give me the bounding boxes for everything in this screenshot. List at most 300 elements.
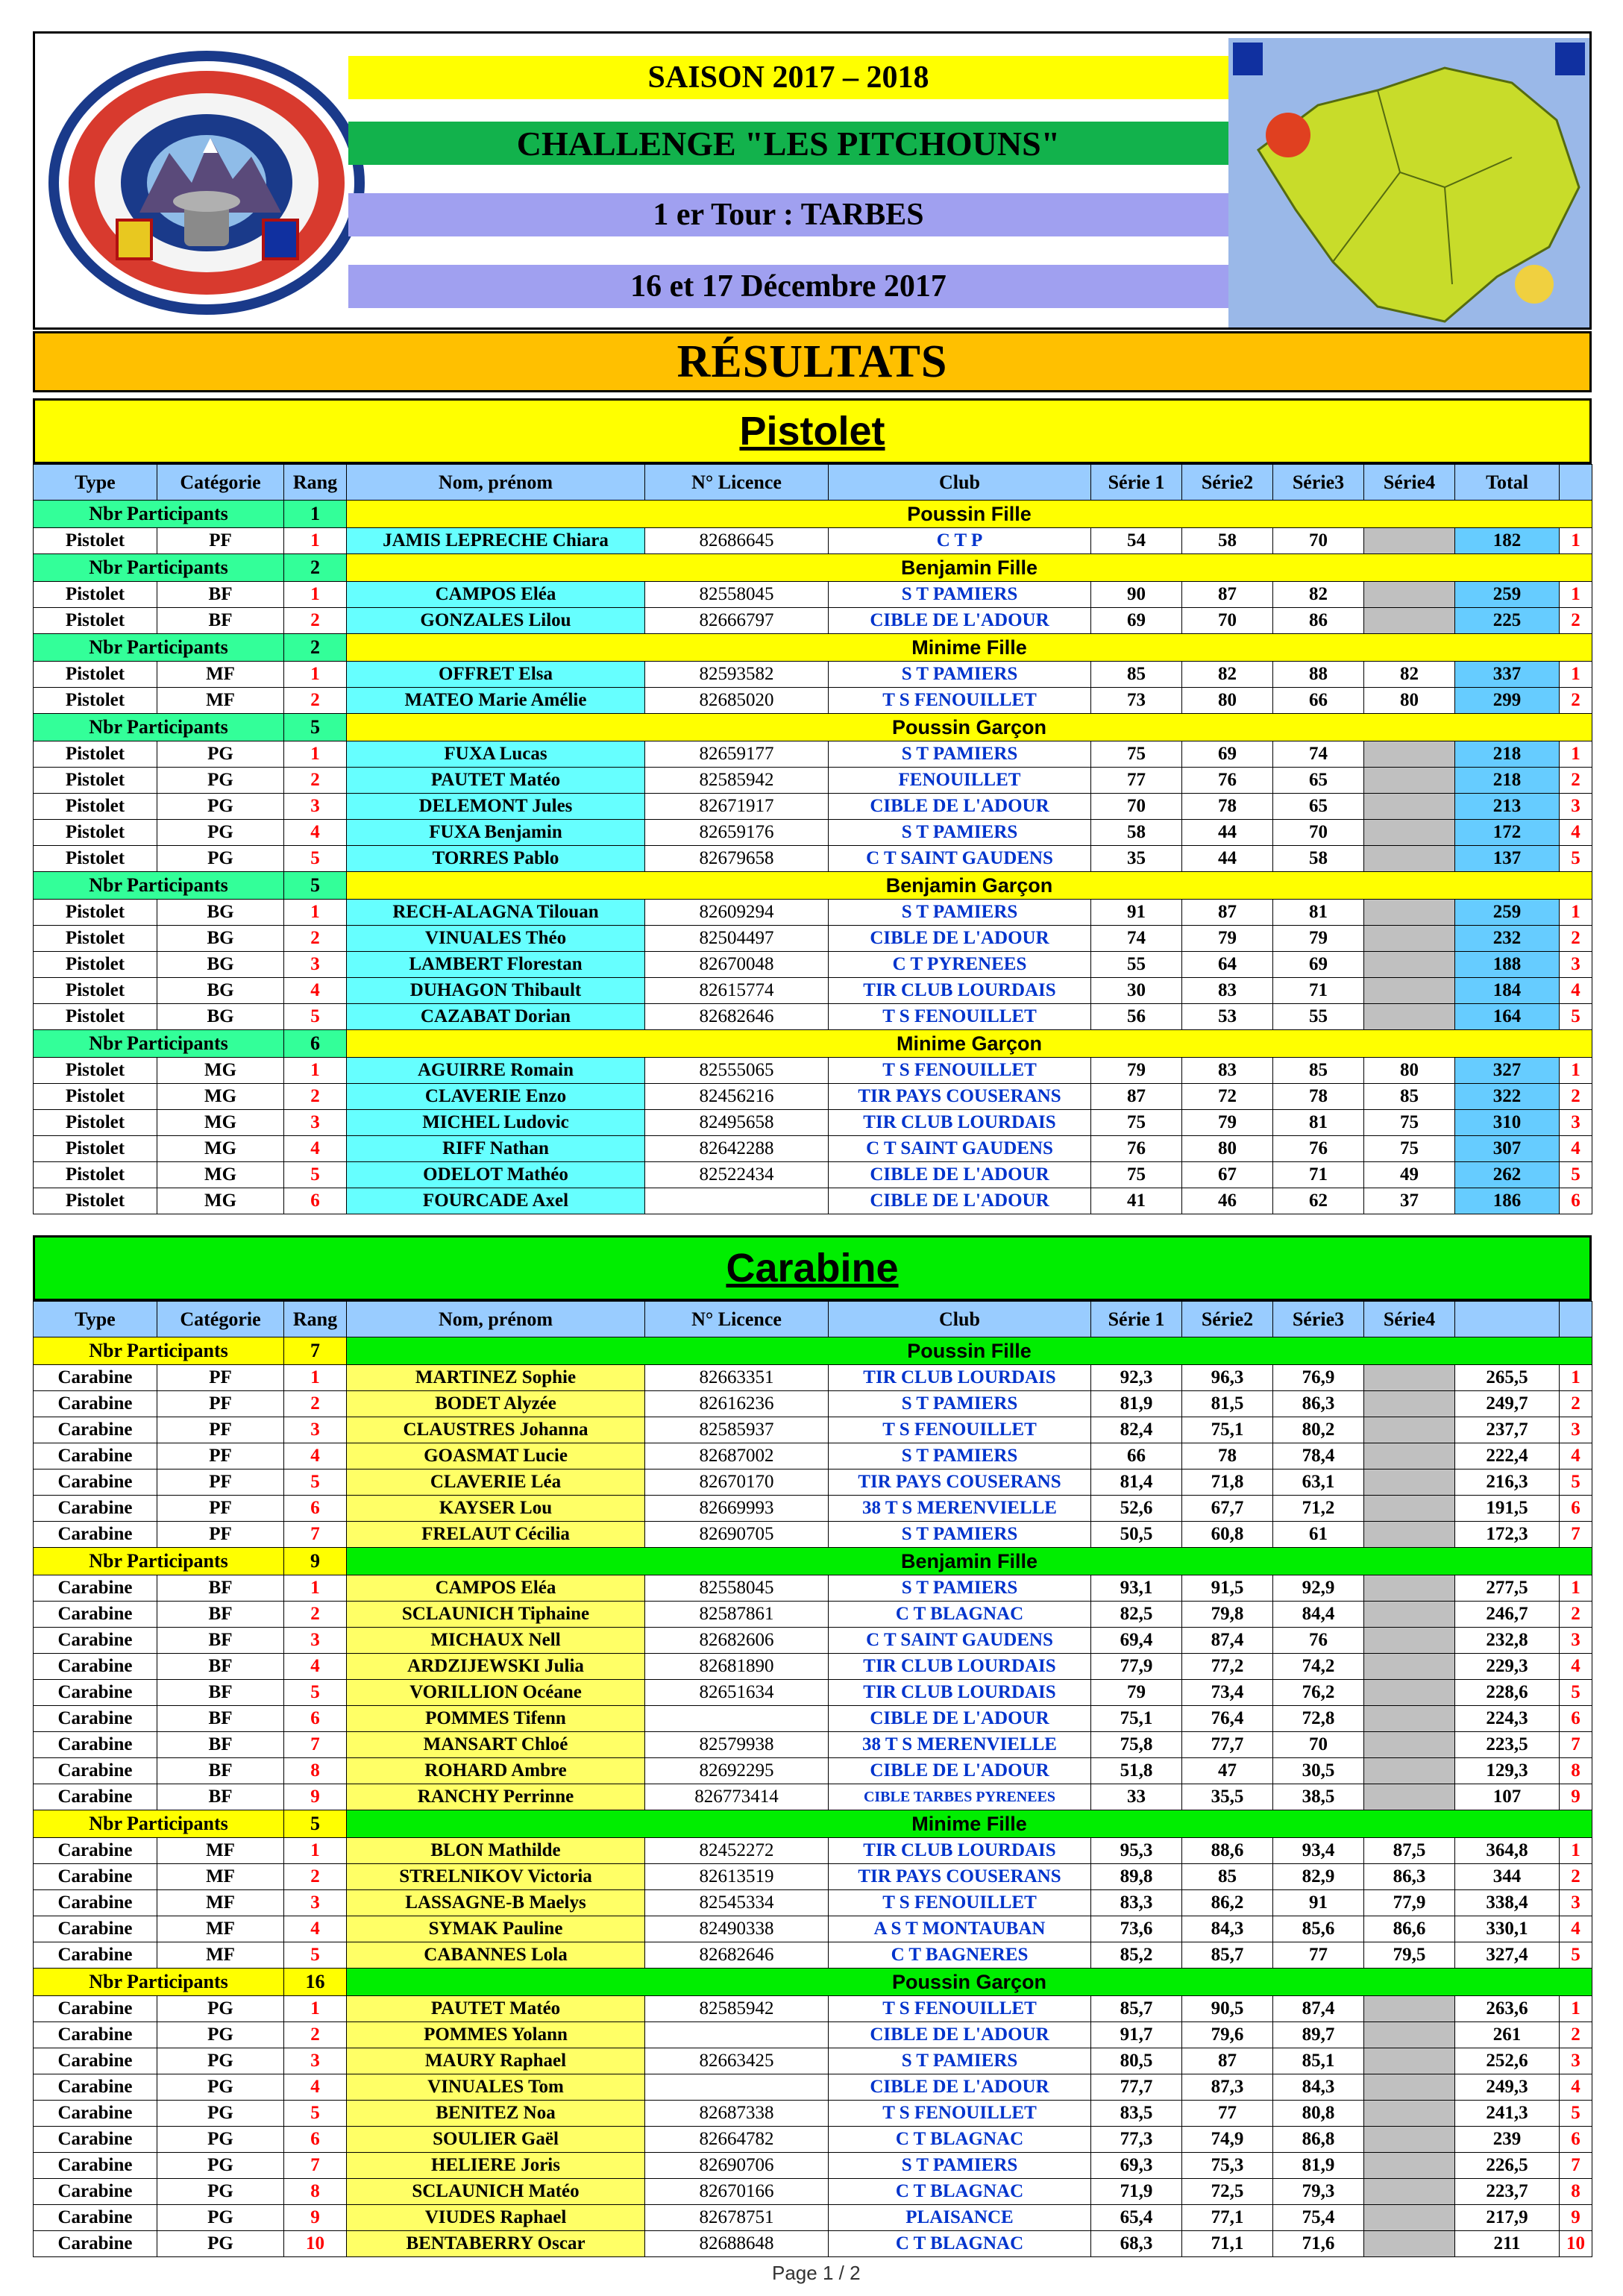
serie4-cell bbox=[1364, 926, 1455, 952]
total-cell: 218 bbox=[1455, 768, 1560, 794]
club-cell: TIR CLUB LOURDAIS bbox=[829, 1680, 1091, 1706]
serie3-cell: 76 bbox=[1273, 1628, 1364, 1654]
serie2-cell: 47 bbox=[1182, 1758, 1273, 1784]
serie4-cell bbox=[1364, 1365, 1455, 1391]
table-row bbox=[34, 1188, 1592, 1214]
serie2-cell: 83 bbox=[1182, 978, 1273, 1004]
table-row bbox=[34, 1942, 1592, 1969]
nom-cell: GOASMAT Lucie bbox=[347, 1443, 645, 1469]
resultats-title: RÉSULTATS bbox=[33, 331, 1592, 392]
table-row bbox=[34, 1654, 1592, 1680]
nom-cell: PAUTET Matéo bbox=[347, 1996, 645, 2022]
table-row bbox=[34, 1706, 1592, 1732]
categorie-cell: MG bbox=[157, 1084, 284, 1110]
categorie-cell: BF bbox=[157, 1732, 284, 1758]
rang-cell: 1 bbox=[284, 1575, 347, 1602]
serie4-cell bbox=[1364, 741, 1455, 768]
type-cell: Carabine bbox=[34, 1654, 157, 1680]
rang-cell: 4 bbox=[284, 1654, 347, 1680]
club-cell: C T BLAGNAC bbox=[829, 2231, 1091, 2257]
categorie-cell: MF bbox=[157, 1942, 284, 1969]
col-serie1: Série 1 bbox=[1091, 465, 1182, 501]
serie2-cell: 79 bbox=[1182, 926, 1273, 952]
serie3-cell: 62 bbox=[1273, 1188, 1364, 1214]
group-header-row bbox=[34, 634, 1592, 662]
licence-cell: 82659177 bbox=[645, 741, 829, 768]
serie4-cell bbox=[1364, 528, 1455, 554]
group-header-row bbox=[34, 1810, 1592, 1838]
serie2-cell: 60,8 bbox=[1182, 1522, 1273, 1548]
club-cell: TIR CLUB LOURDAIS bbox=[829, 1654, 1091, 1680]
serie2-cell: 69 bbox=[1182, 741, 1273, 768]
type-cell: Carabine bbox=[34, 2074, 157, 2101]
categorie-cell: BG bbox=[157, 1004, 284, 1030]
serie4-cell bbox=[1364, 768, 1455, 794]
serie3-cell: 80,2 bbox=[1273, 1417, 1364, 1443]
serie2-cell: 87 bbox=[1182, 582, 1273, 608]
total-cell: 211 bbox=[1455, 2231, 1560, 2257]
region-map bbox=[1228, 38, 1589, 327]
category-heading: Poussin Garçon bbox=[347, 1969, 1592, 1996]
serie1-cell: 73,6 bbox=[1091, 1916, 1182, 1942]
nom-cell: CAZABAT Dorian bbox=[347, 1004, 645, 1030]
licence-cell: 82545334 bbox=[645, 1890, 829, 1916]
type-cell: Carabine bbox=[34, 1443, 157, 1469]
final-rank-cell: 4 bbox=[1560, 1916, 1592, 1942]
rang-cell: 6 bbox=[284, 1188, 347, 1214]
rang-cell: 4 bbox=[284, 1443, 347, 1469]
col-categorie: Catégorie bbox=[157, 465, 284, 501]
serie3-cell: 74 bbox=[1273, 741, 1364, 768]
serie2-cell: 44 bbox=[1182, 846, 1273, 872]
rang-cell: 9 bbox=[284, 2205, 347, 2231]
serie4-cell: 85 bbox=[1364, 1084, 1455, 1110]
club-cell: TIR CLUB LOURDAIS bbox=[829, 1838, 1091, 1864]
table-row bbox=[34, 1522, 1592, 1548]
table-row bbox=[34, 2205, 1592, 2231]
nbr-participants-count: 5 bbox=[284, 714, 347, 741]
table-header-row bbox=[34, 1302, 1592, 1337]
final-rank-cell: 1 bbox=[1560, 1058, 1592, 1084]
final-rank-cell: 3 bbox=[1560, 952, 1592, 978]
club-cell: TIR PAYS COUSERANS bbox=[829, 1469, 1091, 1496]
serie3-cell: 75,4 bbox=[1273, 2205, 1364, 2231]
total-cell: 299 bbox=[1455, 688, 1560, 714]
final-rank-cell: 8 bbox=[1560, 2179, 1592, 2205]
category-heading: Poussin Fille bbox=[347, 1337, 1592, 1365]
final-rank-cell: 1 bbox=[1560, 1365, 1592, 1391]
licence-cell: 82579938 bbox=[645, 1732, 829, 1758]
licence-cell: 82690706 bbox=[645, 2153, 829, 2179]
categorie-cell: PF bbox=[157, 528, 284, 554]
serie4-cell bbox=[1364, 1575, 1455, 1602]
serie2-cell: 90,5 bbox=[1182, 1996, 1273, 2022]
type-cell: Pistolet bbox=[34, 1004, 157, 1030]
nom-cell: SCLAUNICH Matéo bbox=[347, 2179, 645, 2205]
serie1-cell: 75 bbox=[1091, 1110, 1182, 1136]
licence-cell: 82669993 bbox=[645, 1496, 829, 1522]
col-serie4: Série4 bbox=[1364, 465, 1455, 501]
serie4-cell bbox=[1364, 2074, 1455, 2101]
club-cell: S T PAMIERS bbox=[829, 1522, 1091, 1548]
nom-cell: RANCHY Perrinne bbox=[347, 1784, 645, 1810]
header-banner bbox=[33, 31, 1592, 330]
categorie-cell: BG bbox=[157, 952, 284, 978]
serie2-cell: 79,8 bbox=[1182, 1602, 1273, 1628]
nbr-participants-label: Nbr Participants bbox=[34, 554, 284, 582]
licence-cell: 82659176 bbox=[645, 820, 829, 846]
table-row bbox=[34, 1443, 1592, 1469]
serie2-cell: 76,4 bbox=[1182, 1706, 1273, 1732]
rang-cell: 1 bbox=[284, 1838, 347, 1864]
total-cell: 224,3 bbox=[1455, 1706, 1560, 1732]
col-club: Club bbox=[829, 1302, 1091, 1337]
group-header-row bbox=[34, 1548, 1592, 1575]
nom-cell: LAMBERT Florestan bbox=[347, 952, 645, 978]
serie2-cell: 74,9 bbox=[1182, 2127, 1273, 2153]
licence-cell: 82642288 bbox=[645, 1136, 829, 1162]
type-cell: Carabine bbox=[34, 2153, 157, 2179]
club-cell: TIR PAYS COUSERANS bbox=[829, 1084, 1091, 1110]
club-cell: C T P bbox=[829, 528, 1091, 554]
table-row bbox=[34, 2022, 1592, 2048]
total-cell: 218 bbox=[1455, 741, 1560, 768]
final-rank-cell: 5 bbox=[1560, 1004, 1592, 1030]
serie3-cell: 82,9 bbox=[1273, 1864, 1364, 1890]
serie1-cell: 69,3 bbox=[1091, 2153, 1182, 2179]
serie3-cell: 93,4 bbox=[1273, 1838, 1364, 1864]
rang-cell: 6 bbox=[284, 1496, 347, 1522]
nbr-participants-label: Nbr Participants bbox=[34, 501, 284, 528]
rang-cell: 3 bbox=[284, 794, 347, 820]
rang-cell: 3 bbox=[284, 1110, 347, 1136]
serie3-cell: 78,4 bbox=[1273, 1443, 1364, 1469]
group-header-row bbox=[34, 1969, 1592, 1996]
nom-cell: MATEO Marie Amélie bbox=[347, 688, 645, 714]
serie1-cell: 69 bbox=[1091, 608, 1182, 634]
serie4-cell bbox=[1364, 820, 1455, 846]
group-header-row bbox=[34, 554, 1592, 582]
serie3-cell: 78 bbox=[1273, 1084, 1364, 1110]
total-cell: 322 bbox=[1455, 1084, 1560, 1110]
serie1-cell: 66 bbox=[1091, 1443, 1182, 1469]
nom-cell: TORRES Pablo bbox=[347, 846, 645, 872]
nom-cell: SCLAUNICH Tiphaine bbox=[347, 1602, 645, 1628]
table-row bbox=[34, 1136, 1592, 1162]
serie4-cell bbox=[1364, 1391, 1455, 1417]
pistolet-section-title: Pistolet bbox=[33, 398, 1592, 464]
nom-cell: VIUDES Raphael bbox=[347, 2205, 645, 2231]
date-banner: 16 et 17 Décembre 2017 bbox=[348, 265, 1228, 308]
carabine-table-body bbox=[34, 1337, 1592, 2257]
licence-cell: 82585942 bbox=[645, 768, 829, 794]
serie3-cell: 66 bbox=[1273, 688, 1364, 714]
nom-cell: RIFF Nathan bbox=[347, 1136, 645, 1162]
nbr-participants-label: Nbr Participants bbox=[34, 1337, 284, 1365]
serie4-cell bbox=[1364, 2153, 1455, 2179]
club-cell: TIR CLUB LOURDAIS bbox=[829, 1365, 1091, 1391]
nbr-participants-label: Nbr Participants bbox=[34, 634, 284, 662]
final-rank-cell: 5 bbox=[1560, 1942, 1592, 1969]
serie2-cell: 78 bbox=[1182, 1443, 1273, 1469]
serie1-cell: 83,3 bbox=[1091, 1890, 1182, 1916]
licence-cell: 82686645 bbox=[645, 528, 829, 554]
serie3-cell: 70 bbox=[1273, 528, 1364, 554]
serie2-cell: 72,5 bbox=[1182, 2179, 1273, 2205]
club-cell: CIBLE DE L'ADOUR bbox=[829, 2022, 1091, 2048]
group-header-row bbox=[34, 501, 1592, 528]
page-footer: Page 1 / 2 bbox=[772, 2262, 861, 2284]
categorie-cell: PG bbox=[157, 2022, 284, 2048]
serie1-cell: 51,8 bbox=[1091, 1758, 1182, 1784]
serie2-cell: 70 bbox=[1182, 608, 1273, 634]
col-type: Type bbox=[34, 465, 157, 501]
table-row bbox=[34, 1391, 1592, 1417]
licence-cell bbox=[645, 2074, 829, 2101]
total-cell: 338,4 bbox=[1455, 1890, 1560, 1916]
serie1-cell: 65,4 bbox=[1091, 2205, 1182, 2231]
licence-cell bbox=[645, 1706, 829, 1732]
serie1-cell: 82,4 bbox=[1091, 1417, 1182, 1443]
total-cell: 249,3 bbox=[1455, 2074, 1560, 2101]
categorie-cell: MF bbox=[157, 662, 284, 688]
serie3-cell: 84,4 bbox=[1273, 1602, 1364, 1628]
serie1-cell: 41 bbox=[1091, 1188, 1182, 1214]
table-row bbox=[34, 2048, 1592, 2074]
rang-cell: 5 bbox=[284, 2101, 347, 2127]
table-row bbox=[34, 1084, 1592, 1110]
serie1-cell: 91 bbox=[1091, 900, 1182, 926]
serie3-cell: 85,6 bbox=[1273, 1916, 1364, 1942]
type-cell: Carabine bbox=[34, 1391, 157, 1417]
col-serie4: Série4 bbox=[1364, 1302, 1455, 1337]
serie4-cell bbox=[1364, 2022, 1455, 2048]
categorie-cell: MG bbox=[157, 1188, 284, 1214]
table-row bbox=[34, 2127, 1592, 2153]
serie2-cell: 85,7 bbox=[1182, 1942, 1273, 1969]
serie3-cell: 85,1 bbox=[1273, 2048, 1364, 2074]
club-cell: CIBLE DE L'ADOUR bbox=[829, 1758, 1091, 1784]
rang-cell: 7 bbox=[284, 1522, 347, 1548]
serie3-cell: 63,1 bbox=[1273, 1469, 1364, 1496]
type-cell: Pistolet bbox=[34, 1058, 157, 1084]
serie2-cell: 75,3 bbox=[1182, 2153, 1273, 2179]
rang-cell: 1 bbox=[284, 1996, 347, 2022]
total-cell: 330,1 bbox=[1455, 1916, 1560, 1942]
rang-cell: 3 bbox=[284, 1417, 347, 1443]
serie1-cell: 33 bbox=[1091, 1784, 1182, 1810]
rang-cell: 4 bbox=[284, 2074, 347, 2101]
serie4-cell bbox=[1364, 1496, 1455, 1522]
table-row bbox=[34, 688, 1592, 714]
rang-cell: 8 bbox=[284, 2179, 347, 2205]
serie1-cell: 55 bbox=[1091, 952, 1182, 978]
serie1-cell: 91,7 bbox=[1091, 2022, 1182, 2048]
total-cell: 364,8 bbox=[1455, 1838, 1560, 1864]
nom-cell: BLON Mathilde bbox=[347, 1838, 645, 1864]
type-cell: Carabine bbox=[34, 1890, 157, 1916]
total-cell: 222,4 bbox=[1455, 1443, 1560, 1469]
serie1-cell: 95,3 bbox=[1091, 1838, 1182, 1864]
serie1-cell: 79 bbox=[1091, 1058, 1182, 1084]
serie1-cell: 81,9 bbox=[1091, 1391, 1182, 1417]
table-row bbox=[34, 900, 1592, 926]
total-cell: 246,7 bbox=[1455, 1602, 1560, 1628]
categorie-cell: BF bbox=[157, 1784, 284, 1810]
type-cell: Carabine bbox=[34, 1496, 157, 1522]
categorie-cell: BF bbox=[157, 1706, 284, 1732]
rang-cell: 7 bbox=[284, 2153, 347, 2179]
serie3-cell: 71,6 bbox=[1273, 2231, 1364, 2257]
club-cell: CIBLE DE L'ADOUR bbox=[829, 926, 1091, 952]
nom-cell: FOURCADE Axel bbox=[347, 1188, 645, 1214]
club-cell: CIBLE DE L'ADOUR bbox=[829, 1188, 1091, 1214]
categorie-cell: PG bbox=[157, 2153, 284, 2179]
rang-cell: 4 bbox=[284, 1136, 347, 1162]
table-row bbox=[34, 1758, 1592, 1784]
total-cell: 252,6 bbox=[1455, 2048, 1560, 2074]
categorie-cell: BF bbox=[157, 1602, 284, 1628]
col-licence: N° Licence bbox=[645, 1302, 829, 1337]
serie2-cell: 67,7 bbox=[1182, 1496, 1273, 1522]
serie4-cell bbox=[1364, 2101, 1455, 2127]
licence-cell: 82555065 bbox=[645, 1058, 829, 1084]
serie4-cell bbox=[1364, 1784, 1455, 1810]
categorie-cell: BF bbox=[157, 1575, 284, 1602]
club-cell: S T PAMIERS bbox=[829, 900, 1091, 926]
table-row bbox=[34, 741, 1592, 768]
serie3-cell: 84,3 bbox=[1273, 2074, 1364, 2101]
categorie-cell: PF bbox=[157, 1469, 284, 1496]
table-row bbox=[34, 1110, 1592, 1136]
serie4-cell bbox=[1364, 794, 1455, 820]
final-rank-cell: 5 bbox=[1560, 1680, 1592, 1706]
serie1-cell: 85,2 bbox=[1091, 1942, 1182, 1969]
table-row bbox=[34, 1602, 1592, 1628]
serie3-cell: 74,2 bbox=[1273, 1654, 1364, 1680]
serie3-cell: 91 bbox=[1273, 1890, 1364, 1916]
club-cell: C T PYRENEES bbox=[829, 952, 1091, 978]
serie1-cell: 75 bbox=[1091, 1162, 1182, 1188]
final-rank-cell: 2 bbox=[1560, 1864, 1592, 1890]
licence-cell: 82678751 bbox=[645, 2205, 829, 2231]
total-cell: 216,3 bbox=[1455, 1469, 1560, 1496]
final-rank-cell: 1 bbox=[1560, 1838, 1592, 1864]
pistolet-results-table bbox=[33, 464, 1592, 1214]
serie4-cell bbox=[1364, 1706, 1455, 1732]
club-cell: C T BLAGNAC bbox=[829, 2179, 1091, 2205]
nom-cell: CLAUSTRES Johanna bbox=[347, 1417, 645, 1443]
nom-cell: MICHAUX Nell bbox=[347, 1628, 645, 1654]
table-row bbox=[34, 846, 1592, 872]
licence-cell: 82522434 bbox=[645, 1162, 829, 1188]
licence-cell bbox=[645, 2022, 829, 2048]
nom-cell: SOULIER Gaël bbox=[347, 2127, 645, 2153]
col-type: Type bbox=[34, 1302, 157, 1337]
serie4-cell bbox=[1364, 2048, 1455, 2074]
type-cell: Carabine bbox=[34, 2231, 157, 2257]
table-row bbox=[34, 926, 1592, 952]
type-cell: Pistolet bbox=[34, 582, 157, 608]
serie3-cell: 77 bbox=[1273, 1942, 1364, 1969]
total-cell: 310 bbox=[1455, 1110, 1560, 1136]
licence-cell: 82664782 bbox=[645, 2127, 829, 2153]
serie3-cell: 80,8 bbox=[1273, 2101, 1364, 2127]
carabine-results-table bbox=[33, 1301, 1592, 2257]
serie4-cell bbox=[1364, 608, 1455, 634]
serie2-cell: 82 bbox=[1182, 662, 1273, 688]
serie4-cell bbox=[1364, 900, 1455, 926]
type-cell: Pistolet bbox=[34, 688, 157, 714]
category-heading: Minime Garçon bbox=[347, 1030, 1592, 1058]
nom-cell: CLAVERIE Léa bbox=[347, 1469, 645, 1496]
nom-cell: JAMIS LEPRECHE Chiara bbox=[347, 528, 645, 554]
serie3-cell: 71 bbox=[1273, 978, 1364, 1004]
nbr-participants-count: 16 bbox=[284, 1969, 347, 1996]
nbr-participants-count: 5 bbox=[284, 1810, 347, 1838]
final-rank-cell: 3 bbox=[1560, 1417, 1592, 1443]
rang-cell: 2 bbox=[284, 1391, 347, 1417]
serie1-cell: 35 bbox=[1091, 846, 1182, 872]
categorie-cell: PF bbox=[157, 1522, 284, 1548]
categorie-cell: MF bbox=[157, 1864, 284, 1890]
serie1-cell: 52,6 bbox=[1091, 1496, 1182, 1522]
categorie-cell: MG bbox=[157, 1162, 284, 1188]
categorie-cell: BF bbox=[157, 1758, 284, 1784]
table-row bbox=[34, 2179, 1592, 2205]
serie3-cell: 81 bbox=[1273, 1110, 1364, 1136]
final-rank-cell: 1 bbox=[1560, 662, 1592, 688]
serie4-cell: 86,6 bbox=[1364, 1916, 1455, 1942]
club-cell: TIR CLUB LOURDAIS bbox=[829, 978, 1091, 1004]
nom-cell: FUXA Lucas bbox=[347, 741, 645, 768]
club-cell: T S FENOUILLET bbox=[829, 1890, 1091, 1916]
type-cell: Pistolet bbox=[34, 1110, 157, 1136]
club-cell: TIR CLUB LOURDAIS bbox=[829, 1110, 1091, 1136]
serie3-cell: 70 bbox=[1273, 820, 1364, 846]
serie3-cell: 87,4 bbox=[1273, 1996, 1364, 2022]
final-rank-cell: 5 bbox=[1560, 1469, 1592, 1496]
group-header-row bbox=[34, 714, 1592, 741]
serie1-cell: 92,3 bbox=[1091, 1365, 1182, 1391]
serie4-cell bbox=[1364, 952, 1455, 978]
serie3-cell: 72,8 bbox=[1273, 1706, 1364, 1732]
serie3-cell: 61 bbox=[1273, 1522, 1364, 1548]
nbr-participants-label: Nbr Participants bbox=[34, 1810, 284, 1838]
type-cell: Carabine bbox=[34, 1838, 157, 1864]
nbr-participants-count: 6 bbox=[284, 1030, 347, 1058]
club-cell: C T BLAGNAC bbox=[829, 2127, 1091, 2153]
rang-cell: 1 bbox=[284, 1365, 347, 1391]
serie4-cell bbox=[1364, 2179, 1455, 2205]
col-total bbox=[1455, 1302, 1560, 1337]
club-cell: S T PAMIERS bbox=[829, 662, 1091, 688]
club-cell: S T PAMIERS bbox=[829, 582, 1091, 608]
serie3-cell: 55 bbox=[1273, 1004, 1364, 1030]
serie3-cell: 30,5 bbox=[1273, 1758, 1364, 1784]
licence-cell: 82504497 bbox=[645, 926, 829, 952]
final-rank-cell: 1 bbox=[1560, 1575, 1592, 1602]
serie2-cell: 85 bbox=[1182, 1864, 1273, 1890]
nom-cell: ROHARD Ambre bbox=[347, 1758, 645, 1784]
club-cell: C T BLAGNAC bbox=[829, 1602, 1091, 1628]
categorie-cell: BF bbox=[157, 1680, 284, 1706]
categorie-cell: PG bbox=[157, 2074, 284, 2101]
category-heading: Benjamin Fille bbox=[347, 554, 1592, 582]
categorie-cell: MG bbox=[157, 1058, 284, 1084]
serie2-cell: 87,3 bbox=[1182, 2074, 1273, 2101]
type-cell: Carabine bbox=[34, 1417, 157, 1443]
